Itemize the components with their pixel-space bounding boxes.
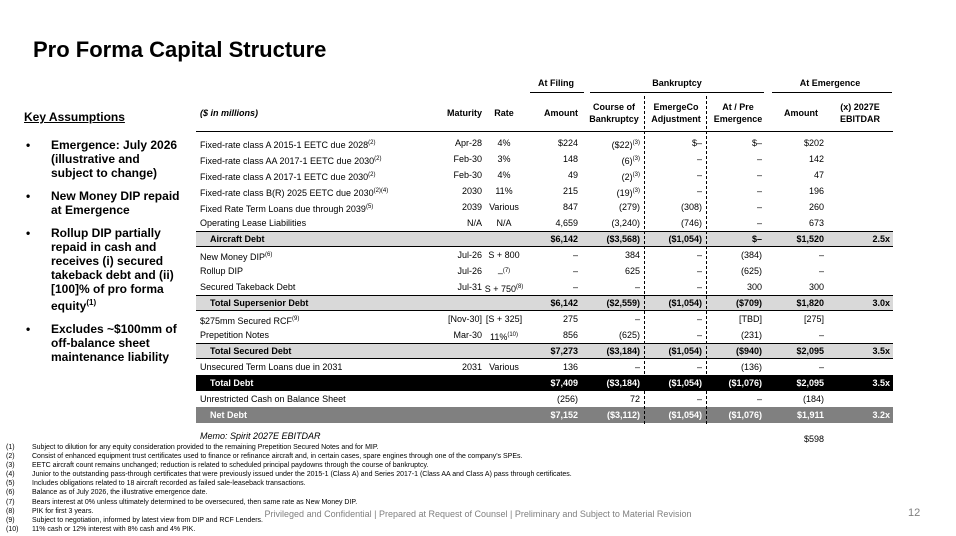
assumption-item: • New Money DIP repaid at Emergence — [24, 189, 184, 217]
at-pre-emergence-cell: – — [756, 394, 762, 404]
row-label: Secured Takeback Debt — [200, 282, 296, 292]
amount-filing-cell: $6,142 — [550, 234, 578, 244]
at-pre-emergence-cell: (231) — [740, 330, 762, 340]
amount-filing-cell: $7,152 — [550, 410, 578, 420]
page-number: 12 — [908, 507, 921, 519]
maturity-cell: Mar-30 — [453, 330, 482, 340]
emergeco-adjustment-cell: (308) — [680, 202, 702, 212]
footnote: (9) Subject to negotiation, informed by latest view from DIP and RCF Lenders. — [6, 516, 263, 524]
ebitdar-multiple-cell: 3.5x — [872, 346, 890, 356]
at-pre-emergence-cell: – — [756, 202, 762, 212]
footnote: (1) Subject to dilution for any equity consideration provided to the remaining Prepetition Secured Notes and for MIP. — [6, 444, 379, 451]
at-pre-emergence-cell: ($1,076) — [728, 410, 762, 420]
ebitdar-multiple-cell: 2.5x — [872, 234, 890, 244]
at-pre-emergence-cell: – — [756, 186, 762, 196]
rate-cell: S + 800 — [488, 250, 520, 260]
maturity-cell: Jul-31 — [457, 282, 482, 292]
row-label: Fixed Rate Term Loans due through 2039$^{(5)}$ — [200, 204, 374, 214]
course-of-bankruptcy-cell: ($3,184) — [606, 346, 640, 356]
course-of-bankruptcy-cell: (625) — [618, 330, 640, 340]
row-label: Fixed-rate class A 2017-1 EETC due 2030$^{(2)}$ — [200, 172, 376, 182]
footnote: (10) 11% cash or 12% interest with 8% cash and 4% PIK. — [6, 525, 196, 533]
row-label: Unsecured Term Loans due in 2031 — [200, 362, 343, 372]
group-at-filing: At Filing — [538, 78, 574, 88]
course-of-bankruptcy-cell: (279) — [618, 202, 640, 212]
amount-emergence-cell: 47 — [813, 170, 824, 180]
assumptions-list — [24, 138, 184, 364]
course-of-bankruptcy-cell: – — [634, 314, 640, 324]
at-pre-emergence-cell: – — [756, 154, 762, 164]
header-amount-emergence: Amount — [784, 108, 818, 118]
maturity-cell: N/A — [466, 218, 482, 228]
amount-filing-cell: $7,273 — [550, 346, 578, 356]
course-of-bankruptcy-cell: ($22)$^{(3)}$ — [611, 140, 640, 150]
emergeco-adjustment-cell: – — [696, 186, 702, 196]
row-label: Fixed-rate class B(R) 2025 EETC due $2030^{(2)(4)}$ — [200, 188, 389, 198]
at-pre-emergence-cell: – — [756, 218, 762, 228]
course-of-bankruptcy-cell: $(6)^{(3)}$ — [621, 156, 640, 166]
course-of-bankruptcy-cell: 72 — [629, 394, 640, 404]
amount-filing-cell: 215 — [562, 186, 578, 196]
header-ebitdar-multiple: (x) 2027E EBITDAR — [840, 102, 880, 124]
at-pre-emergence-cell: $– — [751, 234, 762, 244]
at-pre-emergence-cell: 300 — [746, 282, 762, 292]
maturity-cell: Feb-30 — [453, 170, 482, 180]
rate-cell: 4% — [497, 170, 511, 180]
at-pre-emergence-cell: (384) — [740, 250, 762, 260]
emergeco-adjustment-cell: ($1,054) — [668, 234, 702, 244]
amount-emergence-cell: 196 — [808, 186, 824, 196]
assumption-item: • Emergence: July 2026 (illustrative and subject to change) — [24, 138, 184, 180]
course-of-bankruptcy-cell: $(2)^{(3)}$ — [621, 172, 640, 182]
row-label: Total Secured Debt — [210, 346, 292, 356]
rate-cell: Various — [489, 362, 519, 372]
amount-emergence-cell: 260 — [808, 202, 824, 212]
at-pre-emergence-cell: ($709) — [735, 298, 762, 308]
header-rule — [196, 131, 893, 132]
group-at-emergence: At Emergence — [799, 78, 861, 88]
amount-filing-cell: 847 — [562, 202, 578, 212]
amount-filing-cell: – — [572, 250, 578, 260]
memo-ebitdar-value: $598 — [803, 434, 824, 444]
course-of-bankruptcy-cell: (3,240) — [611, 218, 640, 228]
emergeco-adjustment-cell: – — [696, 314, 702, 324]
rate-cell: N/A — [496, 218, 512, 228]
row-label: Net Debt — [210, 410, 248, 420]
amount-filing-cell: (256) — [556, 394, 578, 404]
amount-emergence-cell: [275] — [803, 314, 824, 324]
at-pre-emergence-cell: ($1,076) — [728, 378, 762, 388]
row-label: Total Debt — [210, 378, 254, 388]
amount-filing-cell: 136 — [562, 362, 578, 372]
rate-cell: 3% — [497, 154, 511, 164]
at-pre-emergence-cell: [TBD] — [738, 314, 762, 324]
amount-filing-cell: 856 — [562, 330, 578, 340]
emergeco-adjustment-cell: – — [696, 282, 702, 292]
rate-cell: 11% — [495, 186, 513, 196]
row-label: Operating Lease Liabilities — [200, 218, 307, 228]
row-label: Unrestricted Cash on Balance Sheet — [200, 394, 346, 404]
emergeco-adjustment-cell: ($1,054) — [668, 346, 702, 356]
row-label: Total Supersenior Debt — [210, 298, 309, 308]
amount-emergence-cell: $2,095 — [796, 346, 824, 356]
capital-structure-table — [196, 76, 893, 444]
page-title: Pro Forma Capital Structure — [33, 37, 327, 62]
footnote: (2) Consist of enhanced equipment trust certificates used to finance or refinance aircraft and, in certain cases, spare engines through one of the company's SPEs. — [6, 453, 523, 461]
footnote: (7) Bears interest at 0% unless ultimately determined to be oversecured, then same rate as New Money DIP. — [6, 498, 358, 506]
amount-emergence-cell: $1,520 — [796, 234, 824, 244]
ebitdar-multiple-cell: 3.0x — [872, 298, 890, 308]
assumption-item: • Excludes ~$100mm of off-balance sheet maintenance liability — [24, 322, 184, 364]
amount-emergence-cell: 142 — [808, 154, 824, 164]
amount-filing-cell: – — [572, 266, 578, 276]
amount-emergence-cell: – — [818, 362, 824, 372]
row-label: Rollup DIP — [200, 266, 244, 276]
header-units: ($ in millions) — [200, 108, 259, 118]
amount-emergence-cell: 300 — [808, 282, 824, 292]
header-amount: Amount — [544, 108, 578, 118]
at-pre-emergence-cell: (625) — [740, 266, 762, 276]
column-divider — [644, 96, 645, 424]
course-of-bankruptcy-cell: $(19)^{(3)}$ — [616, 188, 640, 198]
row-label: $275mm Secured RCF$^{(9)}$ — [200, 316, 300, 326]
row-label: Aircraft Debt — [210, 234, 265, 244]
memo-label: Memo: Spirit 2027E EBITDAR — [200, 431, 321, 441]
rate-cell: Various — [489, 202, 519, 212]
ebitdar-multiple-cell: 3.5x — [872, 378, 890, 388]
amount-emergence-cell: $1,820 — [796, 298, 824, 308]
amount-emergence-cell: $2,095 — [796, 378, 824, 388]
amount-filing-cell: $7,409 — [550, 378, 578, 388]
amount-filing-cell: – — [572, 282, 578, 292]
course-of-bankruptcy-cell: – — [634, 362, 640, 372]
ebitdar-multiple-cell: 3.2x — [872, 410, 890, 420]
emergeco-adjustment-cell: – — [696, 170, 702, 180]
amount-emergence-cell: – — [818, 266, 824, 276]
maturity-cell: Feb-30 — [453, 154, 482, 164]
maturity-cell: Jul-26 — [457, 250, 482, 260]
column-divider — [706, 96, 707, 424]
at-pre-emergence-cell: $– — [751, 138, 762, 148]
row-label: Fixed-rate class A 2015-1 EETC due 2028$^{(2)}$ — [200, 140, 376, 150]
rate-cell: [S + 325] — [485, 314, 523, 324]
footnote: (3) EETC aircraft count remains unchanged; reduction is related to scheduled principal paydowns through the course of bankruptcy. — [6, 462, 429, 470]
maturity-cell: 2031 — [461, 362, 482, 372]
emergeco-adjustment-cell: ($1,054) — [668, 378, 702, 388]
course-of-bankruptcy-cell: ($3,112) — [606, 410, 640, 420]
row-label: Prepetition Notes — [200, 330, 270, 340]
footnote: (4) Junior to the outstanding pass-through certificates that were previously issued under the 2015-1 (Class A) and Series 2017-1 (Class AA and Class A) pass through certificates. — [6, 471, 572, 479]
maturity-cell: [Nov-30] — [447, 314, 482, 324]
rate-cell: 4% — [497, 138, 511, 148]
group-underline — [590, 92, 764, 93]
at-pre-emergence-cell: – — [756, 170, 762, 180]
rate-cell: $S + 750^{(8)}$ — [484, 284, 524, 294]
amount-filing-cell: 148 — [562, 154, 578, 164]
maturity-cell: Apr-28 — [454, 138, 482, 148]
assumption-item: • Rollup DIP partially repaid in cash and receives (i) secured takeback debt and (ii) [100]% of pro forma equity$^{(1)}$ — [24, 226, 184, 313]
amount-filing-cell: 49 — [567, 170, 578, 180]
course-of-bankruptcy-cell: 625 — [624, 266, 640, 276]
header-maturity: Maturity — [446, 108, 482, 118]
amount-emergence-cell: $202 — [803, 138, 824, 148]
emergeco-adjustment-cell: $– — [691, 138, 702, 148]
rate-cell: –$^{(7)}$ — [497, 268, 511, 278]
header-at-pre-emergence: At / Pre Emergence — [713, 102, 763, 124]
emergeco-adjustment-cell: – — [696, 154, 702, 164]
maturity-cell: 2030 — [461, 186, 482, 196]
header-course-of-bankruptcy: Course of Bankruptcy — [589, 102, 639, 124]
emergeco-adjustment-cell: – — [696, 250, 702, 260]
amount-filing-cell: $224 — [557, 138, 578, 148]
header-rate: Rate — [494, 108, 514, 118]
assumptions-heading: Key Assumptions — [24, 110, 125, 124]
emergeco-adjustment-cell: ($1,054) — [668, 298, 702, 308]
emergeco-adjustment-cell: – — [696, 330, 702, 340]
row-label: Fixed-rate class AA 2017-1 EETC due 2030$^{(2)}$ — [200, 156, 382, 166]
amount-emergence-cell: – — [818, 330, 824, 340]
emergeco-adjustment-cell: – — [696, 362, 702, 372]
footnote: (8) PIK for first 3 years. — [6, 507, 94, 515]
footnotes — [6, 443, 706, 534]
amount-filing-cell: $6,142 — [550, 298, 578, 308]
group-underline — [530, 92, 584, 93]
maturity-cell: 2039 — [461, 202, 482, 212]
amount-filing-cell: 4,659 — [555, 218, 578, 228]
footnote-marker: (1) — [86, 298, 97, 307]
maturity-cell: Jul-26 — [457, 266, 482, 276]
course-of-bankruptcy-cell: ($3,568) — [606, 234, 640, 244]
group-underline — [772, 92, 892, 93]
footnote: (5) Includes obligations related to 18 aircraft recorded as failed sale-leaseback transactions. — [6, 480, 306, 488]
key-assumptions — [24, 110, 184, 373]
course-of-bankruptcy-cell: 384 — [624, 250, 640, 260]
group-bankruptcy: Bankruptcy — [652, 78, 702, 88]
emergeco-adjustment-cell: – — [696, 266, 702, 276]
amount-emergence-cell: $1,911 — [796, 410, 824, 420]
emergeco-adjustment-cell: (746) — [680, 218, 702, 228]
course-of-bankruptcy-cell: ($3,184) — [606, 378, 640, 388]
at-pre-emergence-cell: (136) — [740, 362, 762, 372]
amount-emergence-cell: – — [818, 250, 824, 260]
row-label: New Money DIP$^{(6)}$ — [200, 252, 273, 262]
confidentiality-footer: Privileged and Confidential | Prepared at Request of Counsel | Preliminary and Subject to Material Revision — [264, 509, 692, 519]
course-of-bankruptcy-cell: – — [634, 282, 640, 292]
amount-emergence-cell: (184) — [802, 394, 824, 404]
at-pre-emergence-cell: ($940) — [735, 346, 762, 356]
amount-emergence-cell: 673 — [808, 218, 824, 228]
amount-filing-cell: 275 — [562, 314, 578, 324]
emergeco-adjustment-cell: – — [696, 394, 702, 404]
footnote: (6) Balance as of July 2026, the illustrative emergence date. — [6, 489, 208, 497]
emergeco-adjustment-cell: ($1,054) — [668, 410, 702, 420]
rate-cell: 11%$^{(10)}$ — [489, 332, 519, 342]
header-emergeco-adjustment: EmergeCo Adjustment — [651, 102, 701, 124]
course-of-bankruptcy-cell: ($2,559) — [606, 298, 640, 308]
